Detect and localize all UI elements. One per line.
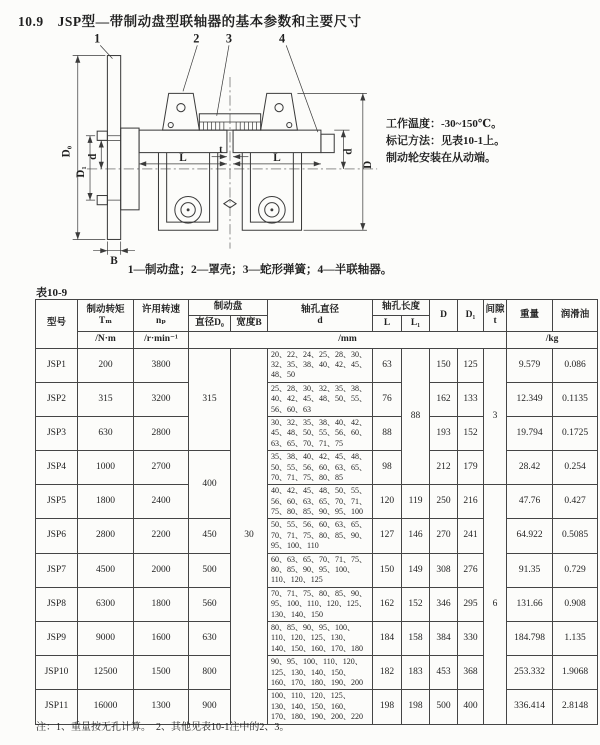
note-marking: 标记方法：见表10-1上。: [386, 135, 506, 147]
cell-weight: 47.76: [507, 485, 553, 519]
cell-model: JSP1: [36, 348, 78, 382]
header-disc-diameter: 直径D₀: [189, 316, 231, 332]
cell-tm: 9000: [78, 621, 134, 655]
cell-d: 35、38、40、42、45、48、50、55、56、60、63、65、70、71、75、80、85: [268, 451, 373, 485]
header-weight: 重量: [507, 300, 553, 332]
cell-d0: 800: [189, 656, 231, 690]
header-bore-diameter: 轴孔直径 d: [268, 300, 373, 332]
dim-label-d0: D₀: [60, 145, 73, 158]
cell-l: 76: [373, 382, 402, 416]
cell-np: 2700: [134, 451, 189, 485]
callout-1: 1: [94, 31, 101, 46]
callout-2: 2: [193, 31, 200, 46]
table-row: [36, 451, 598, 485]
cell-oil: 0.427: [553, 485, 598, 519]
cell-D: 384: [430, 621, 458, 655]
cell-D: 193: [430, 416, 458, 450]
cell-D: 453: [430, 656, 458, 690]
cell-np: 1500: [134, 656, 189, 690]
cell-d: 60、63、65、70、71、75、80、85、90、95、100、110、120、125: [268, 553, 373, 587]
cell-l: 162: [373, 587, 402, 621]
parameters-table: [35, 299, 598, 725]
cell-D1: 400: [458, 690, 484, 724]
cell-d0: 315: [189, 348, 231, 451]
footnote: 注：1、重量按无孔计算。 2、其他见表10-1注中的2、3。: [36, 722, 290, 733]
cell-weight: 19.794: [507, 416, 553, 450]
cell-model: JSP4: [36, 451, 78, 485]
cell-d: 25、28、30、32、35、38、40、42、45、48、50、55、56、60、63: [268, 382, 373, 416]
cell-d0: 400: [189, 451, 231, 519]
cell-l1: 152: [402, 587, 430, 621]
table-row: [36, 553, 598, 587]
cell-l1: 149: [402, 553, 430, 587]
cell-weight: 91.35: [507, 553, 553, 587]
cell-np: 2400: [134, 485, 189, 519]
cell-l: 98: [373, 451, 402, 485]
cell-l: 198: [373, 690, 402, 724]
cell-d: 90、95、100、110、120、125、130、140、150、160、170、180、190、200: [268, 656, 373, 690]
header-brake-torque: 制动转矩 Tₘ: [78, 300, 134, 332]
cell-model: JSP2: [36, 382, 78, 416]
header-D1: D₁: [458, 300, 484, 332]
cell-tm: 16000: [78, 690, 134, 724]
cell-model: JSP6: [36, 519, 78, 553]
unit-kg: /kg: [507, 332, 598, 348]
cell-weight: 131.66: [507, 587, 553, 621]
cell-oil: 0.1725: [553, 416, 598, 450]
dim-label-L-left: L: [179, 151, 187, 164]
cell-oil: 1.135: [553, 621, 598, 655]
note-temperature: 工作温度：-30~150℃。: [386, 118, 503, 130]
cell-model: JSP10: [36, 656, 78, 690]
cell-D: 270: [430, 519, 458, 553]
cell-weight: 253.332: [507, 656, 553, 690]
cell-np: 1800: [134, 587, 189, 621]
cell-tm: 12500: [78, 656, 134, 690]
cell-np: 2800: [134, 416, 189, 450]
left-sleeve-outer: [158, 153, 217, 231]
cell-l1: 158: [402, 621, 430, 655]
cell-l: 127: [373, 519, 402, 553]
cell-np: 2000: [134, 553, 189, 587]
cell-d: 40、42、45、48、50、55、56、60、63、65、70、71、75、80、85、90、95、100: [268, 485, 373, 519]
cell-D1: 330: [458, 621, 484, 655]
cell-b: 30: [231, 348, 268, 724]
cell-D1: 295: [458, 587, 484, 621]
cell-np: 3800: [134, 348, 189, 382]
left-flange: [139, 130, 227, 152]
disc-bolt-bottom: [97, 196, 107, 205]
table-row: [36, 519, 598, 553]
coupling-cross-section: [56, 30, 404, 265]
cell-l1: 146: [402, 519, 430, 553]
table-row: [36, 587, 598, 621]
cell-d: 20、22、24、25、28、30、32、35、38、40、42、45、48、50: [268, 348, 373, 382]
right-sleeve-outer: [242, 153, 301, 231]
table-row: [36, 382, 598, 416]
dim-label-L-right: L: [273, 151, 281, 164]
cell-tm: 630: [78, 416, 134, 450]
cell-t: 6: [484, 485, 507, 724]
cell-t: 3: [484, 348, 507, 485]
figure-caption: 1—制动盘；2—罩壳；3—蛇形弹簧；4—半联轴器。: [127, 264, 393, 276]
cell-weight: 336.414: [507, 690, 553, 724]
cell-d: 80、85、90、95、100、110、120、125、130、140、150、160、170、180: [268, 621, 373, 655]
header-permitted-speed: 许用转速 nₚ: [134, 300, 189, 332]
cell-tm: 315: [78, 382, 134, 416]
table-row: [36, 621, 598, 655]
cell-model: JSP9: [36, 621, 78, 655]
cell-d: 70、71、75、80、85、90、95、100、110、120、125、130、140、150: [268, 587, 373, 621]
right-sleeve-inner: [250, 153, 293, 222]
cell-D: 212: [430, 451, 458, 485]
cell-l: 88: [373, 416, 402, 450]
header-bore-length: 轴孔长度: [373, 300, 430, 316]
brake-disc: [107, 56, 120, 240]
header-disc-width: 宽度B: [231, 316, 268, 332]
technical-drawing: [56, 30, 404, 265]
cell-d0: 900: [189, 690, 231, 724]
cell-l: 184: [373, 621, 402, 655]
cell-model: JSP11: [36, 690, 78, 724]
cell-d0: 630: [189, 621, 231, 655]
table-row: [36, 416, 598, 450]
left-sleeve-inner: [167, 153, 210, 222]
disc-bolt-top: [97, 131, 107, 140]
cell-weight: 9.579: [507, 348, 553, 382]
cell-D1: 216: [458, 485, 484, 519]
cell-l: 63: [373, 348, 402, 382]
cell-tm: 1000: [78, 451, 134, 485]
cell-D: 162: [430, 382, 458, 416]
cell-tm: 200: [78, 348, 134, 382]
cell-weight: 184.798: [507, 621, 553, 655]
header-gap: 间隙 t: [484, 300, 507, 332]
cell-oil: 0.729: [553, 553, 598, 587]
dim-label-t: t: [219, 144, 223, 156]
cell-d: 100、110、120、125、130、140、150、160、170、180、190、200、220: [268, 690, 373, 724]
cell-oil: 0.254: [553, 451, 598, 485]
dim-label-d1: D₁: [74, 166, 87, 178]
cell-D1: 152: [458, 416, 484, 450]
cell-d0: 500: [189, 553, 231, 587]
cell-d: 50、55、56、60、63、65、70、71、75、80、85、90、95、100、110: [268, 519, 373, 553]
cell-D1: 179: [458, 451, 484, 485]
notes-block: [386, 116, 576, 167]
cell-tm: 4500: [78, 553, 134, 587]
cell-D: 250: [430, 485, 458, 519]
cell-oil: 0.086: [553, 348, 598, 382]
header-L1: L₁: [402, 316, 430, 332]
dim-label-d-left: d: [87, 153, 100, 160]
cell-oil: 2.8148: [553, 690, 598, 724]
right-end-step: [321, 134, 334, 152]
header-L: L: [373, 316, 402, 332]
cell-l1: 119: [402, 485, 430, 519]
callout-3: 3: [225, 31, 233, 46]
cell-D1: 368: [458, 656, 484, 690]
cell-model: JSP5: [36, 485, 78, 519]
header-D: D: [430, 300, 458, 332]
cell-l: 182: [373, 656, 402, 690]
cell-D: 308: [430, 553, 458, 587]
right-flange: [233, 130, 321, 152]
cell-oil: 0.908: [553, 587, 598, 621]
cell-D: 346: [430, 587, 458, 621]
cell-D1: 133: [458, 382, 484, 416]
cell-D: 150: [430, 348, 458, 382]
cell-l1: 183: [402, 656, 430, 690]
cell-tm: 1800: [78, 485, 134, 519]
cell-D: 500: [430, 690, 458, 724]
units-row: [36, 332, 598, 348]
table-row: [36, 348, 598, 382]
table-row: [36, 656, 598, 690]
cell-np: 1300: [134, 690, 189, 724]
table-label: 表10-9: [36, 287, 68, 299]
cell-np: 2200: [134, 519, 189, 553]
dim-label-D: D: [362, 160, 374, 169]
cell-np: 3200: [134, 382, 189, 416]
cell-tm: 6300: [78, 587, 134, 621]
cell-weight: 12.349: [507, 382, 553, 416]
cell-d0: 450: [189, 519, 231, 553]
dim-label-B: B: [110, 254, 118, 265]
cell-D1: 125: [458, 348, 484, 382]
note-mounting: 制动轮安装在从动端。: [386, 152, 496, 164]
cell-l: 150: [373, 553, 402, 587]
header-row-1: [36, 300, 598, 316]
cell-D1: 276: [458, 553, 484, 587]
cell-oil: 0.5085: [553, 519, 598, 553]
cell-D1: 241: [458, 519, 484, 553]
cell-weight: 28.42: [507, 451, 553, 485]
unit-speed: /r·min⁻¹: [134, 332, 189, 348]
header-model: 型号: [36, 300, 78, 349]
header-oil: 润滑油: [553, 300, 598, 332]
unit-torque: /N·m: [78, 332, 134, 348]
cell-weight: 64.922: [507, 519, 553, 553]
cell-oil: 1.9068: [553, 656, 598, 690]
cell-l1: 88: [402, 348, 430, 485]
header-brake-disc: 制动盘: [189, 300, 268, 316]
cell-oil: 0.1135: [553, 382, 598, 416]
cell-np: 1600: [134, 621, 189, 655]
callout-4: 4: [279, 31, 286, 46]
cell-model: JSP3: [36, 416, 78, 450]
dim-label-d-right: d: [342, 148, 355, 155]
page-title: 10.9 JSP型—带制动盘型联轴器的基本参数和主要尺寸: [18, 14, 362, 29]
cell-model: JSP7: [36, 553, 78, 587]
cell-l1: 198: [402, 690, 430, 724]
table-row: [36, 485, 598, 519]
cell-d0: 560: [189, 587, 231, 621]
cell-tm: 2800: [78, 519, 134, 553]
cell-l: 120: [373, 485, 402, 519]
cell-d: 30、32、35、38、40、42、45、48、50、55、56、60、63、65、70、71、75: [268, 416, 373, 450]
cell-model: JSP8: [36, 587, 78, 621]
unit-mm: /mm: [189, 332, 507, 348]
